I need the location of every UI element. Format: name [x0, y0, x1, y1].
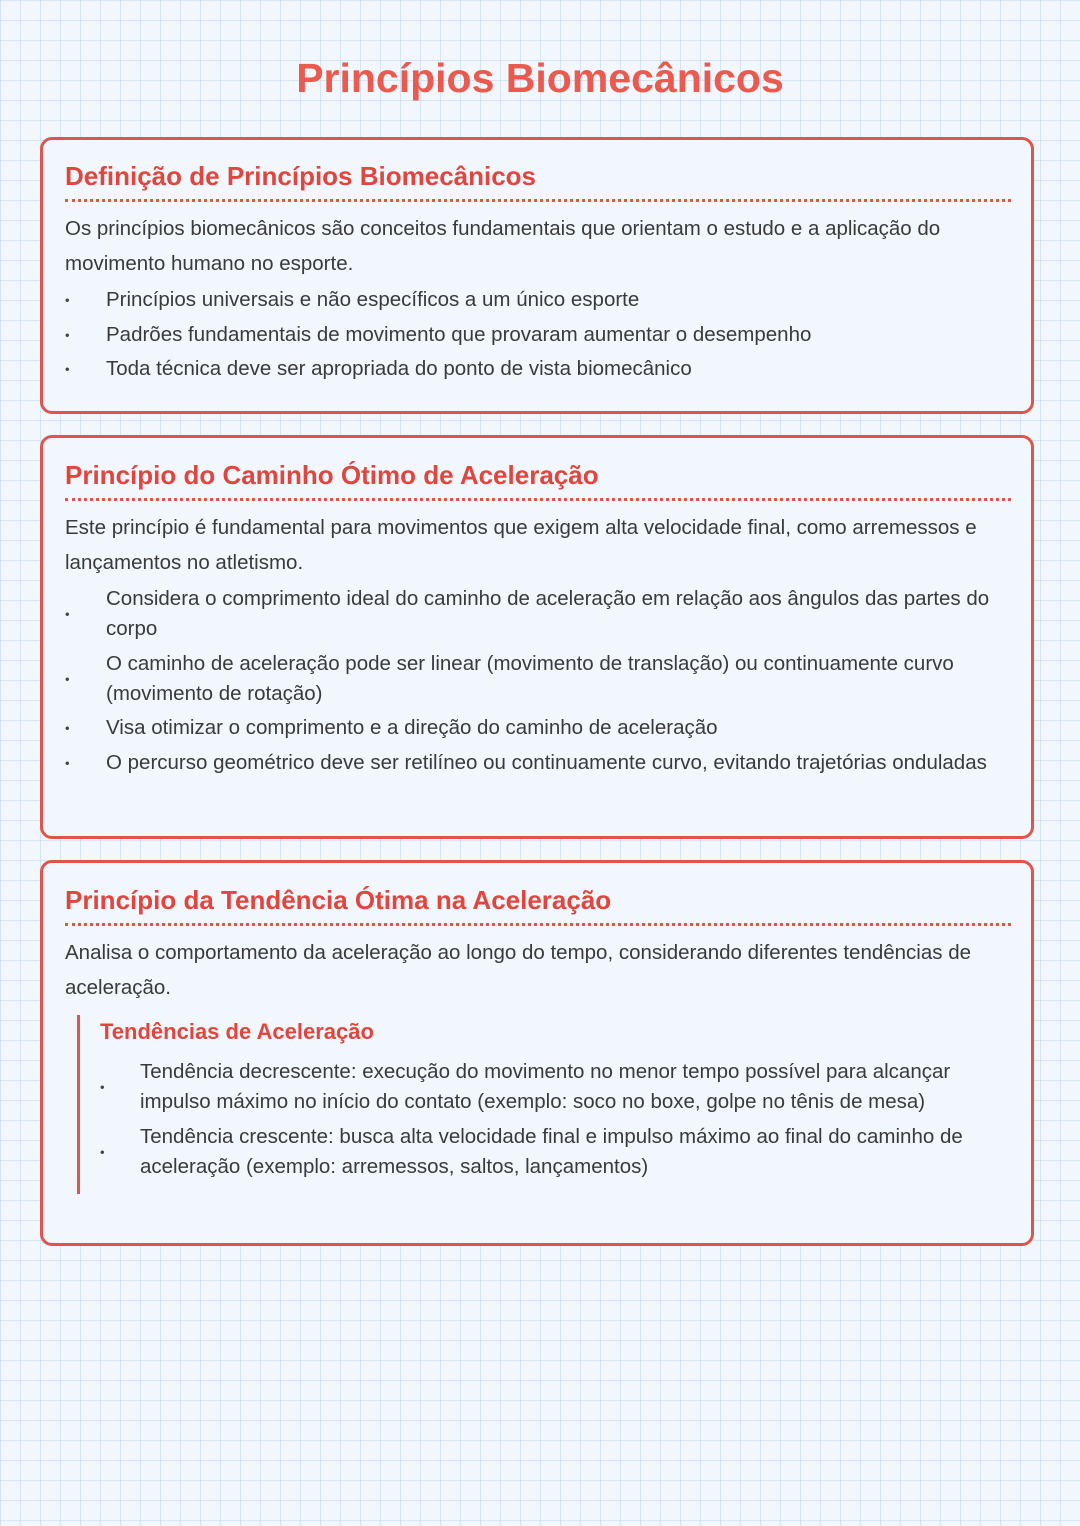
list-item [65, 649, 1011, 709]
bullet-icon: • [100, 1144, 105, 1159]
bullet-icon: • [65, 671, 70, 686]
list-item-text: Visa otimizar o comprimento e a direção do caminho de aceleração [106, 716, 718, 739]
page-title: Princípios Biomecânicos [296, 55, 784, 101]
section-description: Este princípio é fundamental para movimentos que exigem alta velocidade final, como arremessos e lançamentos no atletismo. [65, 516, 977, 574]
section-card-definition [40, 137, 1034, 414]
section-description: Analisa o comportamento da aceleração ao longo do tempo, considerando diferentes tendências de aceleração. [65, 941, 972, 999]
subsection-acceleration-trends [77, 1015, 1011, 1194]
list-item-text: O percurso geométrico deve ser retilíneo ou continuamente curvo, evitando trajetórias onduladas [106, 750, 987, 774]
list-item [65, 354, 1011, 384]
section-title: Princípio da Tendência Ótima na Aceleração [65, 883, 1011, 926]
list-item [65, 584, 1011, 644]
list-item-text: Tendência decrescente: execução do movimento no menor tempo possível para alcançar impulso máximo no início do contato (exemplo: soco no boxe, golpe no tênis de mesa) [140, 1060, 951, 1113]
list-item-text: Tendência crescente: busca alta velocidade final e impulso máximo ao final do caminho de aceleração (exemplo: arremessos, saltos, lançamentos) [140, 1124, 963, 1178]
list-item [65, 320, 1011, 350]
section-title: Definição de Princípios Biomecânicos [65, 159, 1011, 202]
list-item [65, 748, 1011, 778]
bullet-icon: • [65, 720, 70, 736]
list-item [100, 1057, 1011, 1117]
section-card-acceleration-path [40, 435, 1034, 839]
bullet-icon: • [65, 292, 70, 308]
list-item-text: O caminho de aceleração pode ser linear (movimento de translação) ou continuamente curvo (movimento de rotação) [106, 651, 954, 705]
bullet-icon: • [65, 361, 70, 377]
bullet-list [65, 584, 1011, 778]
list-item [65, 713, 1011, 743]
bullet-icon: • [65, 755, 70, 770]
list-item-text: Toda técnica deve ser apropriada do ponto de vista biomecânico [106, 357, 692, 380]
section-title: Princípio do Caminho Ótimo de Aceleração [65, 458, 1011, 501]
list-item-text: Princípios universais e não específicos a um único esporte [106, 288, 640, 311]
subsection-title: Tendências de Aceleração [100, 1019, 374, 1044]
list-item-text: Padrões fundamentais de movimento que provaram aumentar o desempenho [106, 322, 812, 346]
list-item-text: Considera o comprimento ideal do caminho de aceleração em relação aos ângulos das partes do corpo [106, 587, 990, 640]
bullet-list [100, 1057, 1011, 1182]
bullet-icon: • [100, 1079, 105, 1095]
section-card-acceleration-trend [40, 860, 1034, 1246]
section-description: Os princípios biomecânicos são conceitos fundamentais que orientam o estudo e a aplicação do movimento humano no esporte. [65, 217, 941, 275]
list-item [65, 285, 1011, 315]
bullet-icon: • [65, 606, 70, 622]
bullet-list [65, 285, 1011, 384]
bullet-icon: • [65, 327, 70, 342]
list-item [100, 1122, 1011, 1182]
